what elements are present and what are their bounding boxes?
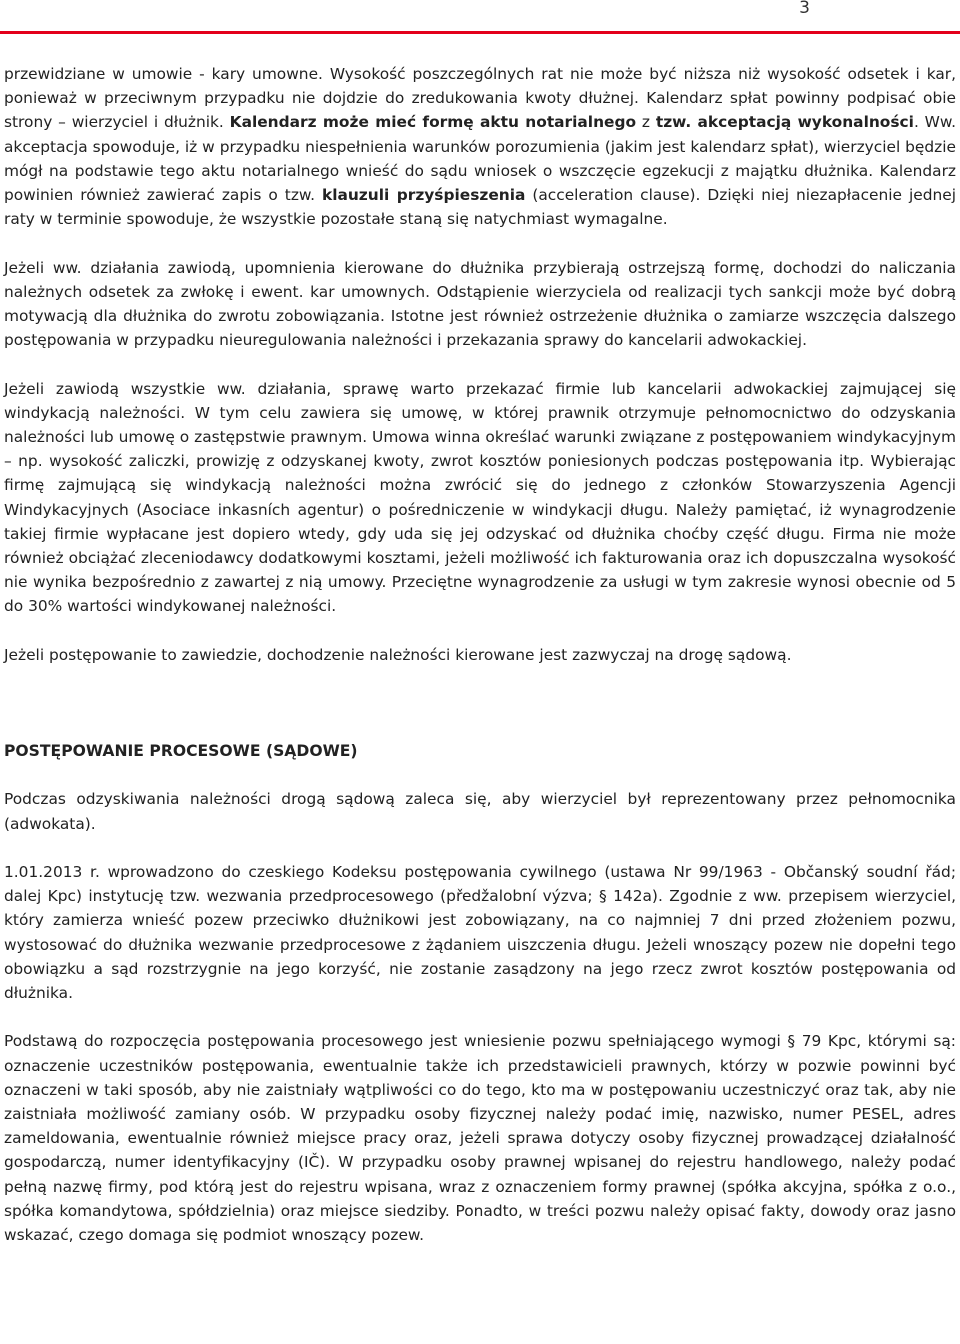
page-number: 3	[799, 0, 810, 18]
paragraph-repayment-schedule: przewidziane w umowie - kary umowne. Wysokość poszczególnych rat nie może być niższa niż wysokość odsetek i kar, ponieważ w przeciwnym przypadku nie dojdzie do zredukowania kwoty dłużnej. Kalendarz spłat powinny podpisać obie strony – wierzyciel i dłużnik. Kalendarz może mieć formę aktu notarialnego z tzw. akceptacją wykonalności. Ww. akceptacja spowoduje, iż w przypadku niespełnienia warunków porozumienia (jakim jest kalendarz spłat), wierzyciel będzie mógł na podstawie tego aktu notarialnego wnieść do sądu wniosek o wszczęcie egzekucji z majątku dłużnika. Kalendarz powinien również zawierać zapis o tzw. klauzuli przyśpieszenia (acceleration clause). Dzięki niej niezapłacenie jednej raty w terminie spowoduje, że wszystkie pozostałe staną się natychmiast wymagalne.	[4, 65, 956, 229]
paragraph-lawsuit-requirements: Podstawą do rozpoczęcia postępowania procesowego jest wniesienie pozwu spełniającego wymogi § 79 Kpc, którymi są: oznaczenie uczestników postępowania, ewentualnie także ich przedstawicieli prawnych, którzy w pozwie powinni być oznaczeni w taki sposób, aby nie zaistniały wątpliwości co do tego, kto ma w postępowaniu uczestniczyć oraz tak, aby nie zaistniała możliwość zamiany osób. W przypadku osoby fizycznej należy podać imię, nazwisko, numer PESEL, adres zameldowania, ewentualnie również miejsce pracy oraz, jeżeli sprawa dotyczy osoby fizycznej prowadzącej działalność gospodarczą, numer identyfikacyjny (IČ). W przypadku osoby prawnej wpisanej do rejestru handlowego, należy podać pełną nazwę firmy, pod którą jest do rejestru wpisana, wraz z oznaczeniem formy prawnej (spółka akcyjna, spółka z o.o., spółka komandytowa, spółdzielnia) oraz miejsce siedziby. Ponadto, w treści pozwu należy opisać fakty, dowody oraz jasno wskazać, czego domaga się podmiot wnoszący pozew.	[4, 1032, 956, 1245]
paragraph-court-route: Jeżeli postępowanie to zawiedzie, dochodzenie należności kierowane jest zazwyczaj na drogę sądową.	[4, 645, 792, 664]
paragraph-collection-agency: Jeżeli zawiodą wszystkie ww. działania, sprawę warto przekazać firmie lub kancelarii adwokackiej zajmującej się windykacją należności. W tym celu zawiera się umowę, w której prawnik otrzymuje pełnomocnictwo do odzyskania należności lub umowę o zastępstwie prawnym. Umowa winna określać warunki związane z postępowaniem windykacyjnym – np. wysokość zaliczki, prowizję z odzyskanej kwoty, zwrot kosztów poniesionych podczas postępowania itp. Wybierając firmę zajmującą się windykacją należności można zwrócić się do jednego z członków Stowarzyszenia Agencji Windykacyjnych (Asociace inkasních agentur) o pośredniczenie w windykacji długu. Należy pamiętać, iż wynagrodzenie takiej firmie wypłacane jest dopiero wtedy, gdy uda się jej odzyskać od dłużnika choćby część długu. Firma nie może również obciążać zleceniodawcy dodatkowymi kosztami, jeżeli możliwość ich fakturowania oraz ich dopuszczalna wysokość nie wynika bezpośrednio z zawartej z nią umowy. Przeciętne wynagrodzenie za usługi w tym zakresie wynosi obecnie od 5 do 30% wartości windykowanej należności.	[4, 379, 956, 616]
header-rule	[0, 31, 960, 34]
bold-notarial-act: Kalendarz może mieć formę aktu notarialnego	[229, 113, 637, 132]
bold-acceleration-clause: klauzuli przyśpieszenia	[321, 186, 526, 205]
bold-enforceability: tzw. akceptacją wykonalności	[655, 113, 914, 132]
paragraph-penalties: Jeżeli ww. działania zawiodą, upomnienia kierowane do dłużnika przybierają ostrzejszą formę, dochodzi do naliczania należnych odsetek za zwłokę i ewent. kar umownych. Odstąpienie wierzyciela od realizacji tych sankcji może być dobrą motywacją dla dłużnika do zwrotu zobowiązania. Istotne jest również ostrzeżenie dłużnika o zamiarze wszczęcia dalszego postępowania w przypadku nieuregulowania należności i przekazania sprawy do kancelarii adwokackiej.	[4, 258, 956, 350]
paragraph-attorney: Podczas odzyskiwania należności drogą sądową zaleca się, aby wierzyciel był reprezentowany przez pełnomocnika (adwokata).	[4, 790, 956, 833]
section-heading: POSTĘPOWANIE PROCESOWE (SĄDOWE)	[4, 742, 358, 761]
paragraph-pre-trial-notice: 1.01.2013 r. wprowadzono do czeskiego Kodeksu postępowania cywilnego (ustawa Nr 99/1963 - Občanský soudní řád; dalej Kpc) instytucję tzw. wezwania przedprocesowego (předžalobní výzva; § 142a). Zgodnie z ww. przepisem wierzyciel, który zamierza wnieść pozew przeciwko dłużnikowi jest zobowiązany, na co najmniej 7 dni przed złożeniem pozwu, wystosować do dłużnika wezwanie przedprocesowe z żądaniem uiszczenia długu. Jeżeli wnoszący pozew nie dopełni tego obowiązku a sąd rozstrzygnie na jego korzyść, nie zostanie zasądzony na jego rzecz zwrot kosztów postępowania od dłużnika.	[4, 863, 956, 1003]
document-body	[4, 62, 956, 1247]
